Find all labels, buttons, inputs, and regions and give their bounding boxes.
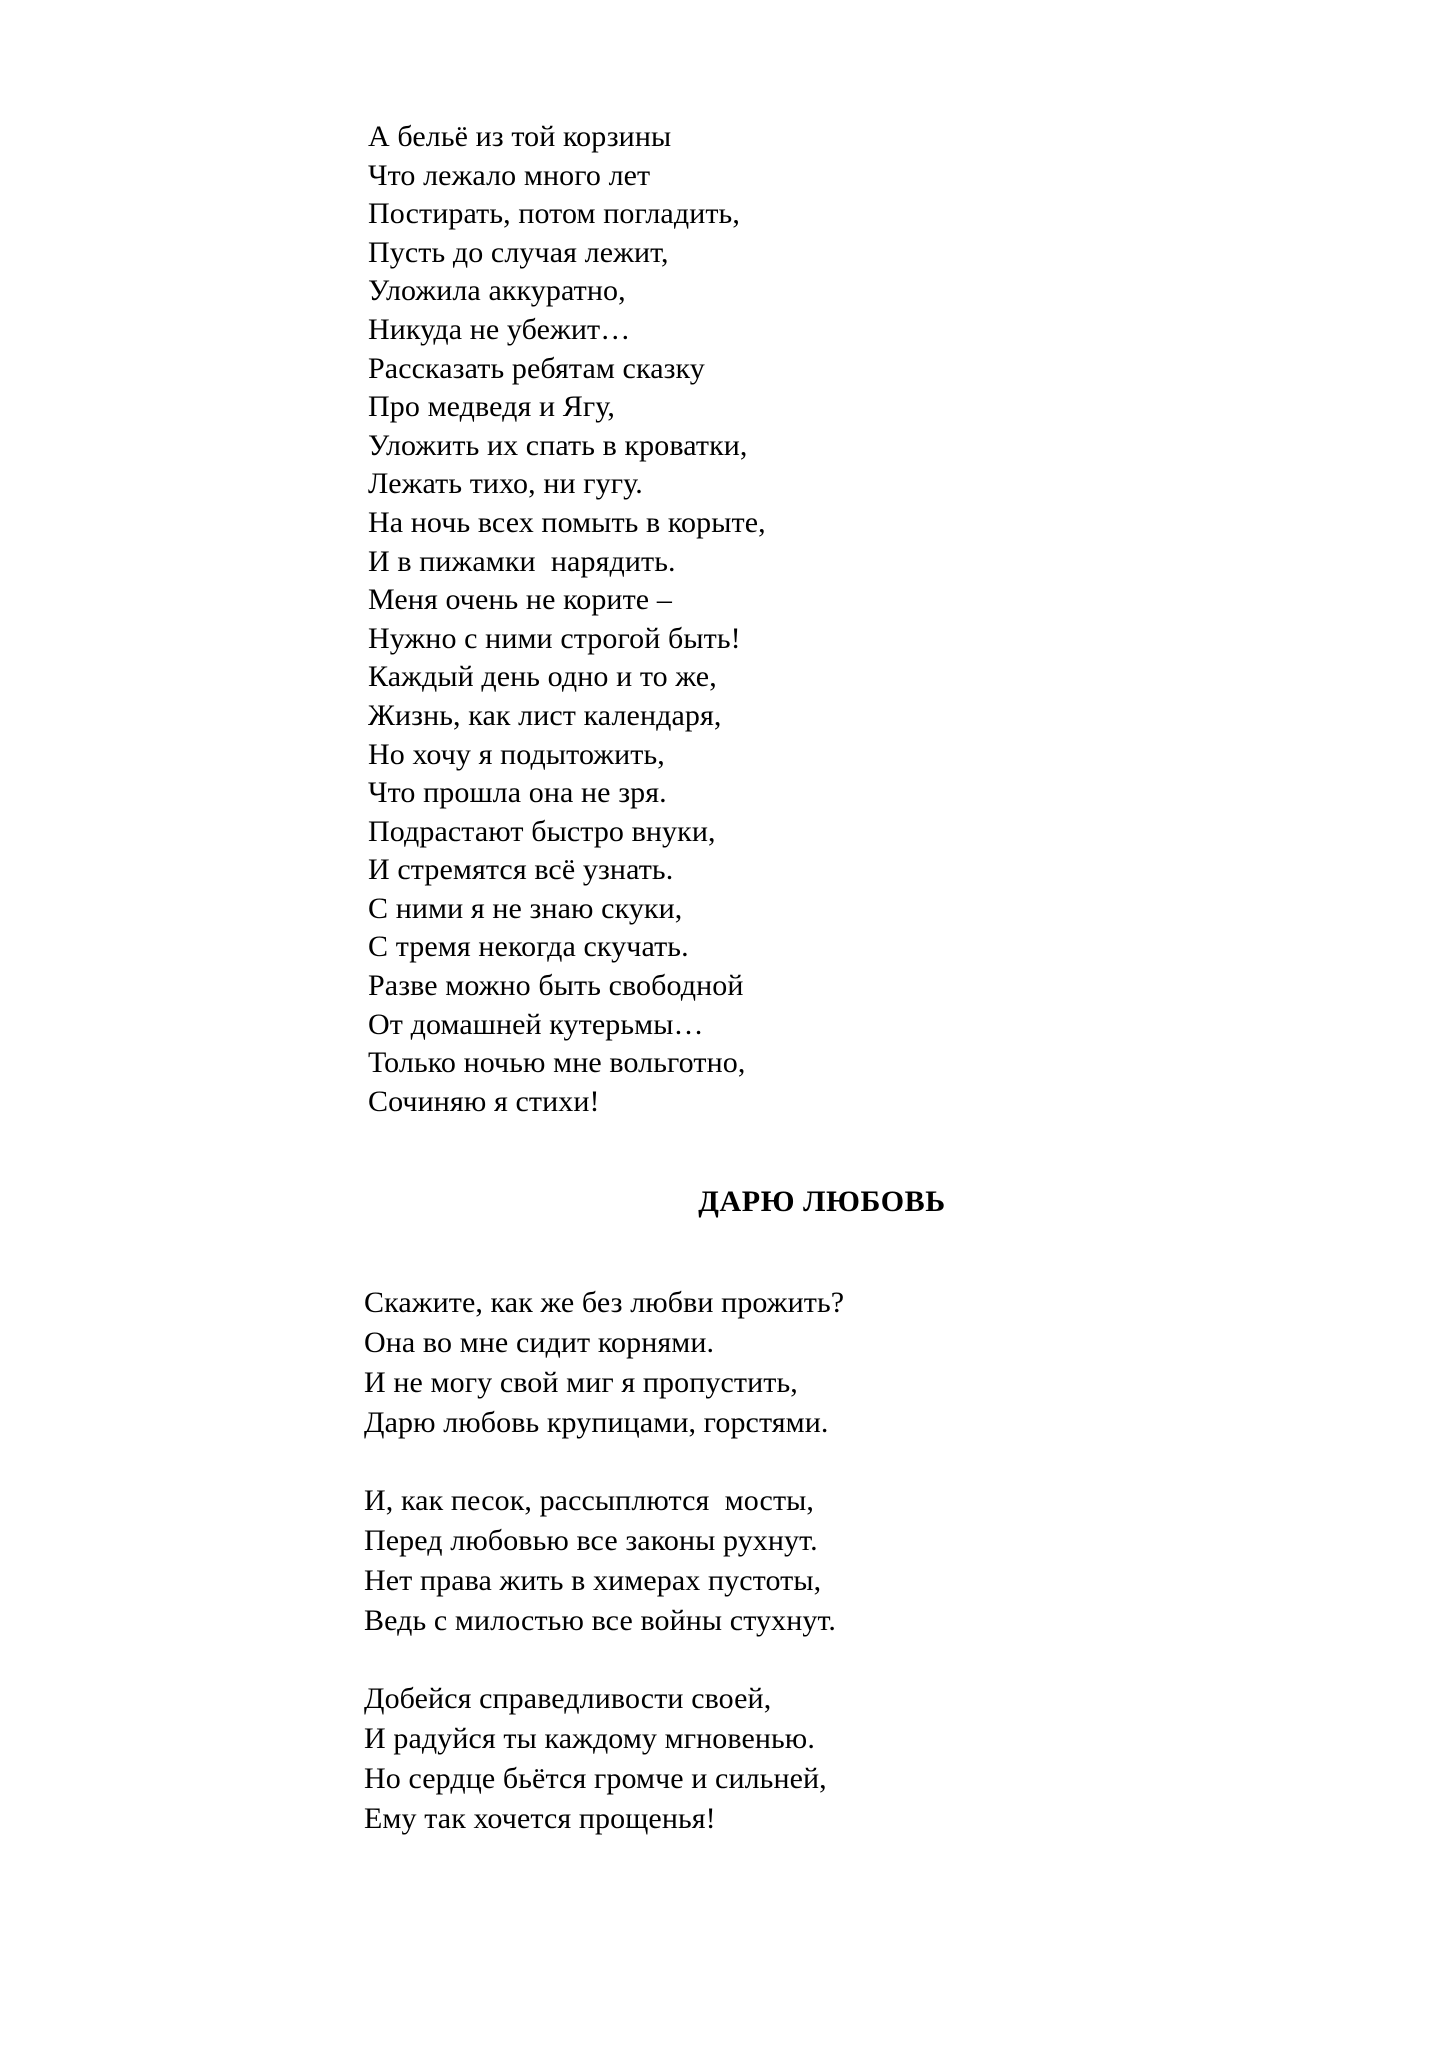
stanza: [364, 1283, 1228, 1443]
poem-line: От домашней кутерьмы…: [368, 1007, 704, 1041]
poem-line: Лежать тихо, ни гугу.: [368, 467, 643, 501]
poem-line: И радуйся ты каждому мгновенью.: [364, 1722, 815, 1756]
poem-line: Добейся справедливости своей,: [364, 1682, 772, 1716]
poem-line: Нужно с ними строгой быть!: [368, 621, 741, 655]
poem-line: Что лежало много лет: [368, 158, 651, 192]
poem-line: Нет права жить в химерах пустоты,: [364, 1564, 822, 1598]
poem-line: И стремятся всё узнать.: [368, 853, 674, 887]
poem-line: Скажите, как же без любви прожить?: [364, 1286, 845, 1320]
poem-line: Только ночью мне вольготно,: [368, 1046, 746, 1080]
poem-line: И в пижамки нарядить.: [368, 544, 676, 578]
poem-line: Дарю любовь крупицами, горстями.: [364, 1406, 829, 1440]
poem-line: Меня очень не корите –: [368, 583, 672, 617]
poem-line: Но хочу я подытожить,: [368, 737, 665, 771]
poem-line: С ними я не знаю скуки,: [368, 891, 683, 925]
poem-line: А бельё из той корзины: [368, 120, 672, 153]
poem-line: Рассказать ребятам сказку: [368, 351, 705, 385]
poem-line: На ночь всех помыть в корыте,: [368, 505, 766, 539]
poem-line: Разве можно быть свободной: [368, 969, 744, 1003]
poem-line: С тремя некогда скучать.: [368, 930, 689, 964]
poem-two: [364, 1283, 1228, 1839]
poem-line: Про медведя и Ягу,: [368, 390, 615, 424]
stanza: [364, 1481, 1228, 1641]
poem-line: Постирать, потом погладить,: [368, 197, 740, 231]
spacer: [368, 1121, 1228, 1183]
poem-line: Каждый день одно и то же,: [368, 660, 717, 694]
poem-line: Ведь с милостью все войны стухнут.: [364, 1604, 837, 1638]
poem-line: Она во мне сидит корнями.: [364, 1326, 715, 1360]
poem-line: Ему так хочется прощенья!: [364, 1802, 716, 1836]
poem-line: Сочиняю я стихи!: [368, 1084, 600, 1118]
spacer: [368, 1221, 1228, 1283]
poem-one: [368, 118, 1228, 1121]
poem-line: Никуда не убежит…: [368, 312, 631, 346]
poem-line: Пусть до случая лежит,: [368, 235, 669, 269]
stanza: [364, 1679, 1228, 1839]
poem-line: Жизнь, как лист календаря,: [368, 698, 722, 732]
poem-line: И, как песок, рассыплются мосты,: [364, 1484, 815, 1518]
poem-line: Что прошла она не зря.: [368, 776, 667, 810]
poem-two-title: ДАРЮ ЛЮБОВЬ: [698, 1185, 946, 1219]
poem-line: Но сердце бьётся громче и сильней,: [364, 1762, 827, 1796]
page-content: [364, 118, 1228, 1839]
poem-line: Перед любовью все законы рухнут.: [364, 1524, 818, 1558]
poem-line: Уложить их спать в кроватки,: [368, 428, 748, 462]
poem-line: Подрастают быстро внуки,: [368, 814, 716, 848]
poem-line: Уложила аккуратно,: [368, 274, 626, 308]
poem-line: И не могу свой миг я пропустить,: [364, 1366, 798, 1400]
